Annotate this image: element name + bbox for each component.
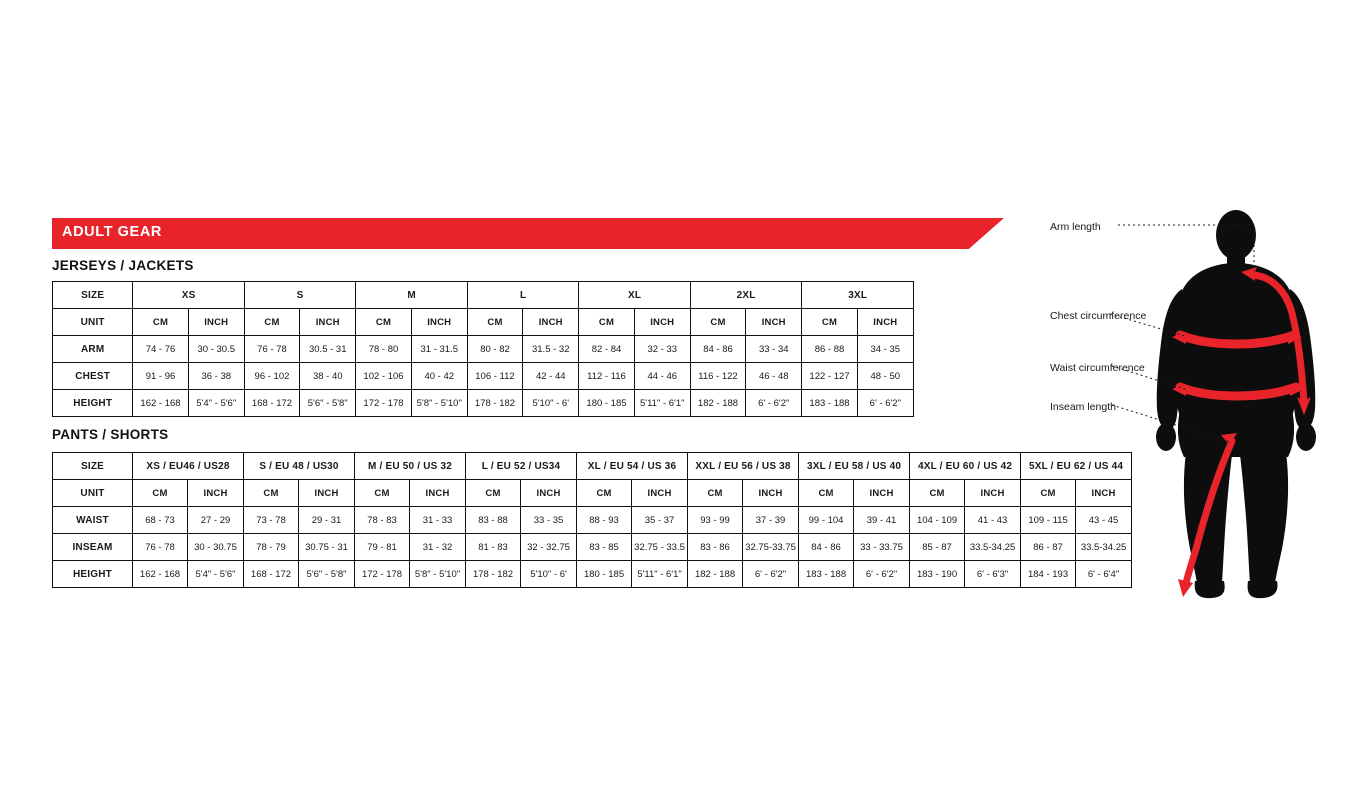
cell: 162 - 168: [133, 390, 188, 417]
unit-inch: INCH: [634, 309, 690, 336]
table-row: [53, 507, 1132, 534]
cell: 5'4" - 5'6": [188, 390, 244, 417]
cell: 36 - 38: [188, 363, 244, 390]
table-row: [53, 390, 914, 417]
row-label-inseam: INSEAM: [53, 534, 133, 561]
adult-gear-banner: [52, 218, 1004, 249]
size-header-5xl: 5XL / EU 62 / US 44: [1021, 453, 1132, 480]
cell: 5'8" - 5'10": [410, 561, 466, 588]
unit-inch: INCH: [746, 309, 802, 336]
unit-inch: INCH: [410, 480, 466, 507]
cell: 41 - 43: [965, 507, 1021, 534]
size-header-s: S: [244, 282, 356, 309]
cell: 78 - 79: [244, 534, 299, 561]
cell: 33.5-34.25: [965, 534, 1021, 561]
body-silhouette: [1156, 210, 1316, 598]
unit-inch: INCH: [188, 309, 244, 336]
unit-inch: INCH: [743, 480, 799, 507]
cell: 38 - 40: [300, 363, 356, 390]
size-header-xs: XS: [133, 282, 245, 309]
cell: 6' - 6'2": [854, 561, 910, 588]
size-header-3xl: 3XL: [802, 282, 914, 309]
cell: 33 - 33.75: [854, 534, 910, 561]
cell: 93 - 99: [688, 507, 743, 534]
cell: 5'6" - 5'8": [300, 390, 356, 417]
cell: 33 - 35: [521, 507, 577, 534]
cell: 32 - 33: [634, 336, 690, 363]
table-row-size-header: [53, 453, 1132, 480]
cell: 104 - 109: [910, 507, 965, 534]
cell: 172 - 178: [355, 561, 410, 588]
cell: 34 - 35: [857, 336, 913, 363]
cell: 5'11" - 6'1": [632, 561, 688, 588]
pants-size-table: [52, 452, 1132, 588]
cell: 29 - 31: [299, 507, 355, 534]
unit-inch: INCH: [523, 309, 579, 336]
cell: 112 - 116: [579, 363, 634, 390]
row-label-chest: CHEST: [53, 363, 133, 390]
cell: 35 - 37: [632, 507, 688, 534]
cell: 76 - 78: [133, 534, 188, 561]
banner-label: ADULT GEAR: [62, 224, 162, 240]
cell: 168 - 172: [244, 390, 299, 417]
cell: 162 - 168: [133, 561, 188, 588]
size-header-cell: SIZE: [53, 453, 133, 480]
size-header-cell: SIZE: [53, 282, 133, 309]
cell: 109 - 115: [1021, 507, 1076, 534]
jerseys-section-title: JERSEYS / JACKETS: [52, 258, 194, 273]
unit-cm: CM: [688, 480, 743, 507]
unit-header-cell: UNIT: [53, 480, 133, 507]
unit-cm: CM: [133, 309, 188, 336]
cell: 5'8" - 5'10": [411, 390, 467, 417]
unit-inch: INCH: [854, 480, 910, 507]
unit-cm: CM: [690, 309, 745, 336]
unit-cm: CM: [356, 309, 411, 336]
cell: 74 - 76: [133, 336, 188, 363]
cell: 106 - 112: [467, 363, 522, 390]
row-label-arm: ARM: [53, 336, 133, 363]
cell: 99 - 104: [799, 507, 854, 534]
cell: 32.75 - 33.5: [632, 534, 688, 561]
unit-header-cell: UNIT: [53, 309, 133, 336]
unit-cm: CM: [355, 480, 410, 507]
cell: 5'10" - 6': [523, 390, 579, 417]
cell: 83 - 88: [466, 507, 521, 534]
unit-inch: INCH: [300, 309, 356, 336]
table-row: [53, 336, 914, 363]
cell: 96 - 102: [244, 363, 299, 390]
unit-inch: INCH: [1076, 480, 1132, 507]
cell: 44 - 46: [634, 363, 690, 390]
table-row-unit-header: [53, 309, 914, 336]
cell: 31 - 33: [410, 507, 466, 534]
table-row: [53, 561, 1132, 588]
cell: 182 - 188: [690, 390, 745, 417]
unit-cm: CM: [466, 480, 521, 507]
table-row-unit-header: [53, 480, 1132, 507]
cell: 40 - 42: [411, 363, 467, 390]
unit-cm: CM: [244, 480, 299, 507]
size-header-xs: XS / EU46 / US28: [133, 453, 244, 480]
cell: 27 - 29: [188, 507, 244, 534]
cell: 79 - 81: [355, 534, 410, 561]
cell: 76 - 78: [244, 336, 299, 363]
cell: 5'6" - 5'8": [299, 561, 355, 588]
cell: 182 - 188: [688, 561, 743, 588]
cell: 184 - 193: [1021, 561, 1076, 588]
cell: 42 - 44: [523, 363, 579, 390]
cell: 168 - 172: [244, 561, 299, 588]
cell: 122 - 127: [802, 363, 857, 390]
cell: 84 - 86: [690, 336, 745, 363]
cell: 178 - 182: [466, 561, 521, 588]
cell: 85 - 87: [910, 534, 965, 561]
cell: 37 - 39: [743, 507, 799, 534]
cell: 68 - 73: [133, 507, 188, 534]
cell: 31 - 32: [410, 534, 466, 561]
callout-label-waist-circumference: Waist circumference: [1050, 362, 1145, 374]
cell: 33 - 34: [746, 336, 802, 363]
cell: 81 - 83: [466, 534, 521, 561]
unit-cm: CM: [467, 309, 522, 336]
cell: 172 - 178: [356, 390, 411, 417]
cell: 32.75-33.75: [743, 534, 799, 561]
cell: 86 - 87: [1021, 534, 1076, 561]
cell: 6' - 6'3": [965, 561, 1021, 588]
table-row-size-header: [53, 282, 914, 309]
size-header-xl: XL / EU 54 / US 36: [577, 453, 688, 480]
cell: 30 - 30.5: [188, 336, 244, 363]
cell: 86 - 88: [802, 336, 857, 363]
cell: 183 - 190: [910, 561, 965, 588]
cell: 33.5-34.25: [1076, 534, 1132, 561]
cell: 91 - 96: [133, 363, 188, 390]
size-header-m: M / EU 50 / US 32: [355, 453, 466, 480]
cell: 116 - 122: [690, 363, 745, 390]
unit-cm: CM: [802, 309, 857, 336]
cell: 46 - 48: [746, 363, 802, 390]
unit-inch: INCH: [857, 309, 913, 336]
unit-cm: CM: [579, 309, 634, 336]
row-label-height: HEIGHT: [53, 561, 133, 588]
cell: 43 - 45: [1076, 507, 1132, 534]
size-header-3xl: 3XL / EU 58 / US 40: [799, 453, 910, 480]
cell: 6' - 6'2": [746, 390, 802, 417]
size-header-xl: XL: [579, 282, 691, 309]
cell: 78 - 83: [355, 507, 410, 534]
size-header-s: S / EU 48 / US30: [244, 453, 355, 480]
size-header-l: L: [467, 282, 579, 309]
row-label-waist: WAIST: [53, 507, 133, 534]
cell: 73 - 78: [244, 507, 299, 534]
cell: 83 - 85: [577, 534, 632, 561]
callout-label-arm-length: Arm length: [1050, 221, 1101, 233]
cell: 31 - 31.5: [411, 336, 467, 363]
jerseys-size-table: [52, 281, 914, 417]
table-row: [53, 363, 914, 390]
cell: 178 - 182: [467, 390, 522, 417]
unit-cm: CM: [799, 480, 854, 507]
cell: 78 - 80: [356, 336, 411, 363]
unit-cm: CM: [1021, 480, 1076, 507]
unit-inch: INCH: [965, 480, 1021, 507]
cell: 6' - 6'4": [1076, 561, 1132, 588]
cell: 31.5 - 32: [523, 336, 579, 363]
cell: 82 - 84: [579, 336, 634, 363]
size-header-m: M: [356, 282, 468, 309]
cell: 180 - 185: [579, 390, 634, 417]
cell: 102 - 106: [356, 363, 411, 390]
unit-cm: CM: [133, 480, 188, 507]
cell: 183 - 188: [799, 561, 854, 588]
cell: 180 - 185: [577, 561, 632, 588]
cell: 6' - 6'2": [857, 390, 913, 417]
cell: 5'10" - 6': [521, 561, 577, 588]
size-header-xxl: XXL / EU 56 / US 38: [688, 453, 799, 480]
cell: 30 - 30.75: [188, 534, 244, 561]
table-row: [53, 534, 1132, 561]
cell: 183 - 188: [802, 390, 857, 417]
unit-inch: INCH: [411, 309, 467, 336]
unit-inch: INCH: [188, 480, 244, 507]
cell: 83 - 86: [688, 534, 743, 561]
callout-label-inseam-length: Inseam length: [1050, 401, 1116, 413]
cell: 5'4" - 5'6": [188, 561, 244, 588]
size-header-4xl: 4XL / EU 60 / US 42: [910, 453, 1021, 480]
cell: 6' - 6'2": [743, 561, 799, 588]
cell: 84 - 86: [799, 534, 854, 561]
banner-shape: [52, 218, 1004, 249]
cell: 39 - 41: [854, 507, 910, 534]
size-header-2xl: 2XL: [690, 282, 802, 309]
cell: 30.5 - 31: [300, 336, 356, 363]
cell: 32 - 32.75: [521, 534, 577, 561]
size-header-l: L / EU 52 / US34: [466, 453, 577, 480]
pants-section-title: PANTS / SHORTS: [52, 427, 169, 442]
callout-label-chest-circumference: Chest circumference: [1050, 310, 1147, 322]
unit-cm: CM: [577, 480, 632, 507]
cell: 88 - 93: [577, 507, 632, 534]
cell: 80 - 82: [467, 336, 522, 363]
unit-cm: CM: [910, 480, 965, 507]
cell: 30.75 - 31: [299, 534, 355, 561]
unit-inch: INCH: [299, 480, 355, 507]
row-label-height: HEIGHT: [53, 390, 133, 417]
cell: 48 - 50: [857, 363, 913, 390]
unit-inch: INCH: [632, 480, 688, 507]
cell: 5'11" - 6'1": [634, 390, 690, 417]
unit-inch: INCH: [521, 480, 577, 507]
unit-cm: CM: [244, 309, 299, 336]
